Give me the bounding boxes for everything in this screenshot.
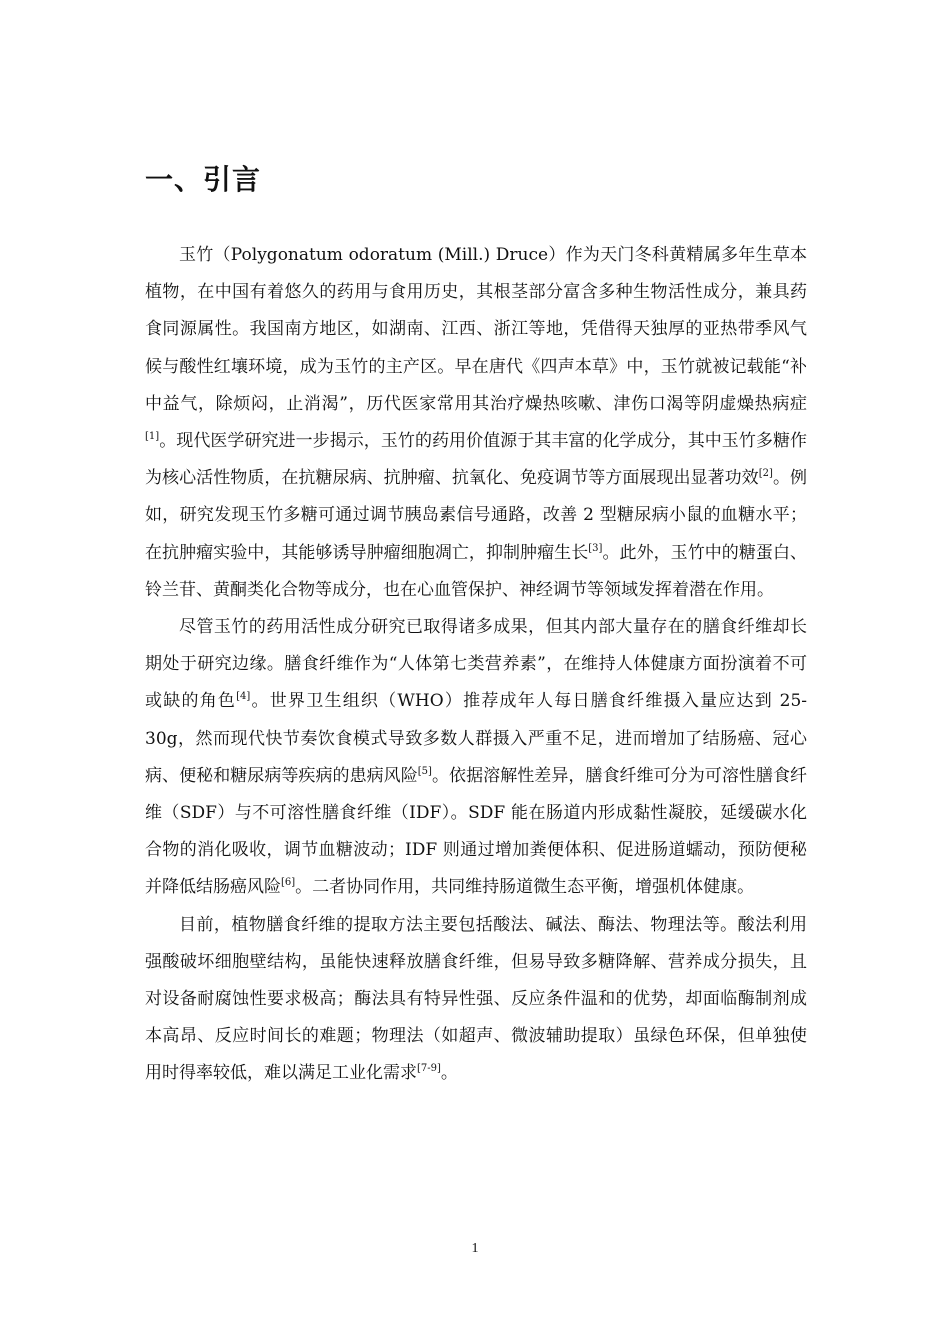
paragraph-text: 目前，植物膳食纤维的提取方法主要包括酸法、碱法、酶法、物理法等。酸法利用强酸破坏细胞壁结构，虽能快速释放膳食纤维，但易导致多糖降解、营养成分损失，且对设备耐腐蚀性要求极高；酶法具有特异性强、反应条件温和的优势，却面临酶制剂成本高昂、反应时间长的难题；物理法（如超声、微波辅助提取）虽绿色环保，但单独使用时得率较低，难以满足工业化需求 (145, 914, 807, 1084)
citation-ref: [7-9] (417, 1063, 441, 1075)
paragraph-text: 尽管玉竹的药用活性成分研究已取得诸多成果，但其内部大量存在的膳食纤维却长期处于研究边缘。膳食纤维作为“人体第七类营养素”，在维持人体健康方面扮演着不可或缺的角色 (145, 617, 807, 712)
paragraph-text: 。例如，研究发现玉竹多糖可通过调节胰岛素信号通路，改善 2 型糖尿病小鼠的血糖水平；在抗肿瘤实验中，其能够诱导肿瘤细胞凋亡，抑制肿瘤生长 (145, 468, 808, 563)
paragraph-text: 。 (440, 1063, 458, 1084)
section-heading: 一、引言 (145, 163, 262, 196)
citation-ref: [1] (145, 431, 160, 443)
paragraph-text: 。此外，玉竹中的糖蛋白、铃兰苷、黄酮类化合物等成分，也在心血管保护、神经调节等领域发挥着潜在作用。 (145, 542, 807, 600)
body-text (145, 237, 807, 1093)
paragraph-text: 。依据溶解性差异，膳食纤维可分为可溶性膳食纤维（SDF）与不可溶性膳食纤维（IDF）。SDF 能在肠道内形成黏性凝胶，延缓碳水化合物的消化吸收，调节血糖波动；IDF 则通过增加粪便体积、促进肠道蠕动，预防便秘并降低结肠癌风险 (145, 765, 808, 898)
paragraph-text: 。世界卫生组织（WHO）推荐成年人每日膳食纤维摄入量应达到 25-30g，然而现代快节奏饮食模式导致多数人群摄入严重不足，进而增加了结肠癌、冠心病、便秘和糖尿病等疾病的患病风险 (145, 691, 808, 786)
paragraph-3 (145, 907, 807, 1093)
citation-ref: [4] (236, 691, 251, 703)
citation-ref: [3] (588, 542, 603, 554)
citation-ref: [6] (281, 877, 296, 889)
citation-ref: [5] (417, 765, 432, 777)
citation-ref: [2] (758, 468, 773, 480)
paragraph-text: 玉竹（Polygonatum odoratum (Mill.) Druce）作为天门冬科黄精属多年生草本植物，在中国有着悠久的药用与食用历史，其根茎部分富含多种生物活性成分，兼具药食同源属性。我国南方地区，如湖南、江西、浙江等地，凭借得天独厚的亚热带季风气候与酸性红壤环境，成为玉竹的主产区。早在唐代《四声本草》中，玉竹就被记载能“补中益气，除烦闷，止消渴”，历代医家常用其治疗燥热咳嗽、津伤口渴等阴虚燥热病症 (145, 245, 807, 414)
paragraph-text: 。二者协同作用，共同维持肠道微生态平衡，增强机体健康。 (295, 877, 755, 898)
paragraph-text: 。现代医学研究进一步揭示，玉竹的药用价值源于其丰富的化学成分，其中玉竹多糖作为核心活性物质，在抗糖尿病、抗肿瘤、抗氧化、免疫调节等方面展现出显著功效 (145, 431, 807, 489)
page-number: 1 (471, 1241, 479, 1256)
paragraph-2 (145, 609, 807, 907)
paragraph-1 (145, 237, 807, 609)
